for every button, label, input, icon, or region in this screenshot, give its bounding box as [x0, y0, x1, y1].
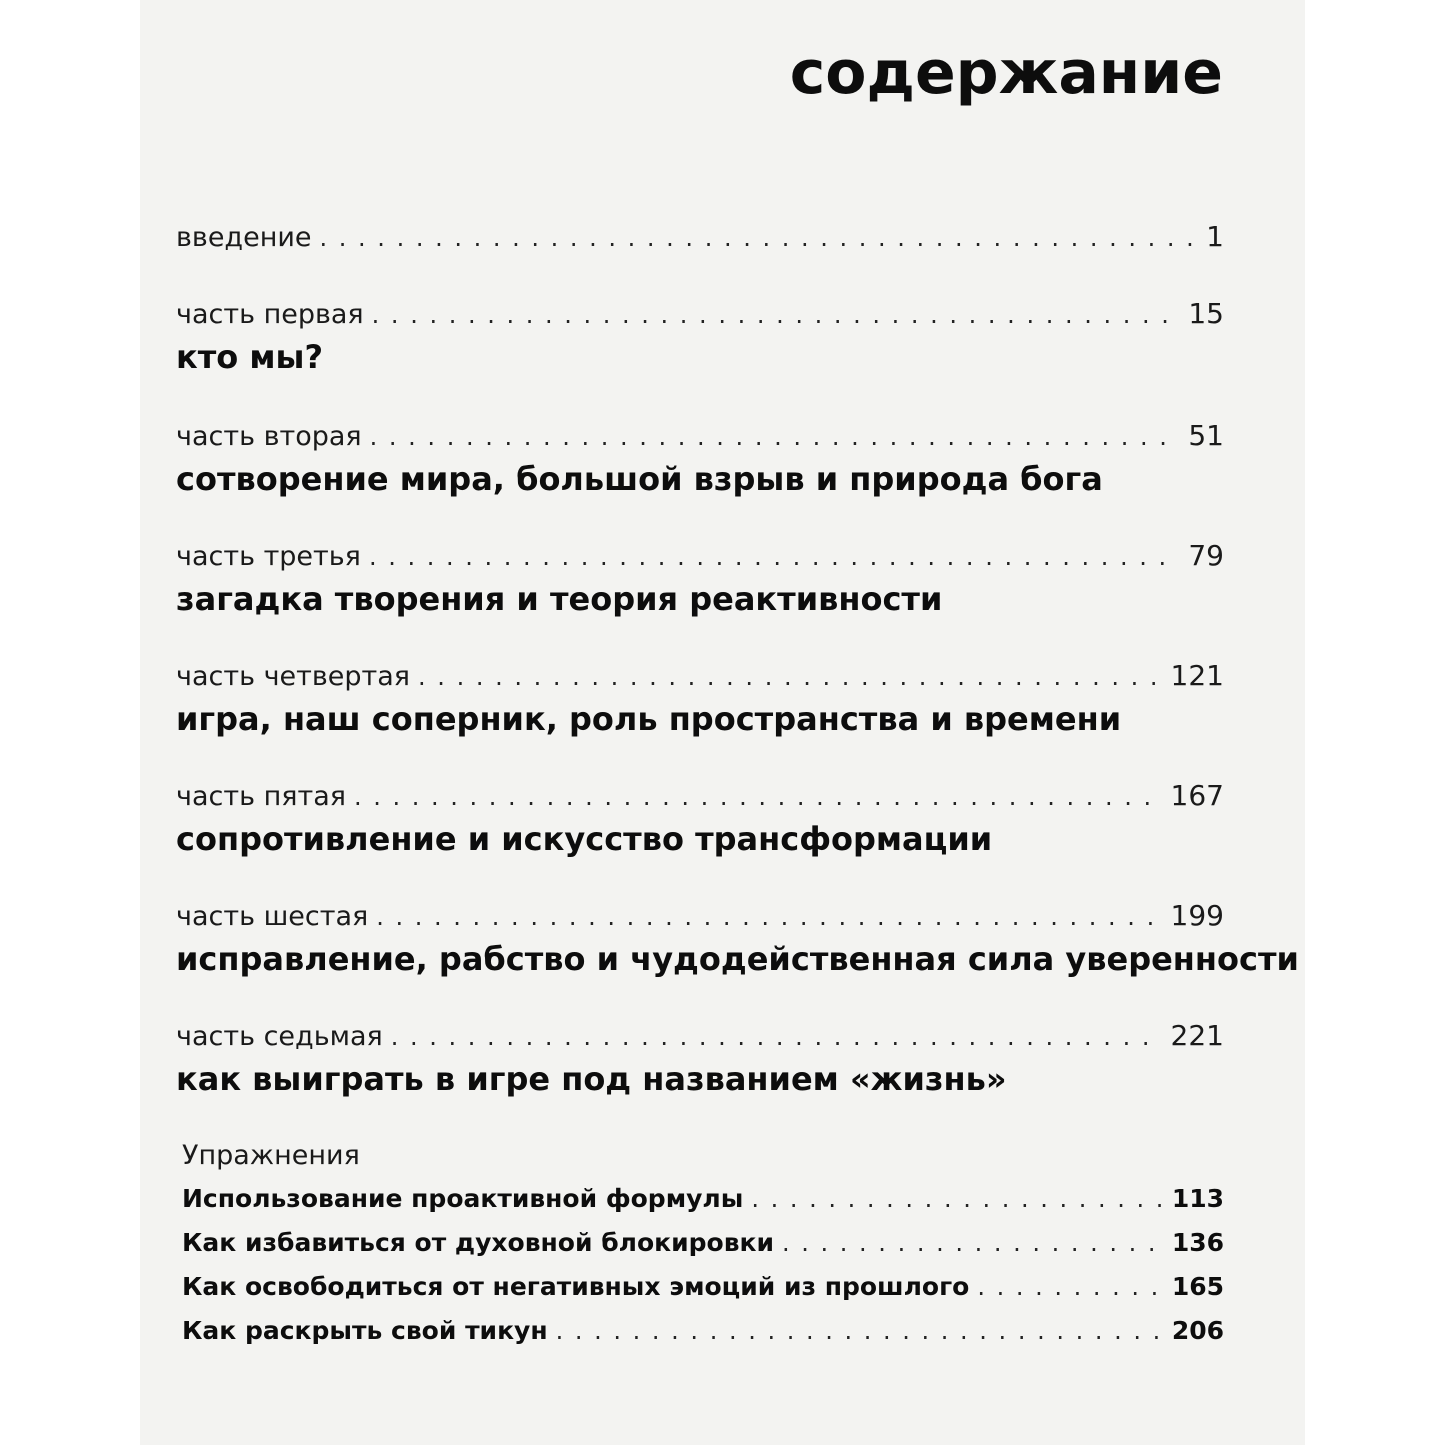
toc-subtitle: как выиграть в игре под названием «жизнь»	[176, 1060, 1007, 1098]
toc-entry-part-7	[176, 1019, 1224, 1052]
exercise-label: Как раскрыть свой тикун	[182, 1316, 548, 1345]
exercise-page-number: 113	[1171, 1184, 1224, 1213]
dot-leader	[391, 1023, 1163, 1051]
exercise-page-number: 165	[1171, 1272, 1224, 1301]
page-title: содержание	[789, 38, 1223, 108]
toc-page-number: 121	[1170, 659, 1224, 692]
toc-entry-part-3	[176, 539, 1224, 572]
exercise-page-number: 206	[1171, 1316, 1224, 1345]
dot-leader	[320, 224, 1199, 252]
exercise-entry	[182, 1272, 1224, 1301]
toc-label: часть четвертая	[176, 661, 411, 692]
dot-leader	[354, 783, 1163, 811]
toc-page-number: 199	[1170, 899, 1224, 932]
dot-leader	[782, 1229, 1164, 1257]
toc-entry-part-2	[176, 419, 1224, 452]
exercise-label: Как освободиться от негативных эмоций из прошлого	[182, 1272, 970, 1301]
dot-leader	[977, 1273, 1164, 1301]
toc-subtitle: сопротивление и искусство трансформации	[176, 820, 993, 858]
toc-entry-part-1	[176, 297, 1224, 330]
toc-subtitle: кто мы?	[176, 338, 324, 376]
exercise-entry	[182, 1228, 1224, 1257]
toc-page-number: 51	[1188, 419, 1224, 452]
exercises-heading: Упражнения	[182, 1140, 360, 1171]
toc-label: часть шестая	[176, 901, 369, 932]
toc-label: часть седьмая	[176, 1021, 383, 1052]
toc-entry-part-4	[176, 659, 1224, 692]
exercise-page-number: 136	[1171, 1228, 1224, 1257]
toc-page-number: 1	[1206, 220, 1224, 253]
toc-label: часть пятая	[176, 781, 346, 812]
toc-label: часть вторая	[176, 421, 362, 452]
dot-leader	[372, 301, 1181, 329]
dot-leader	[369, 543, 1180, 571]
dot-leader	[751, 1185, 1163, 1213]
toc-page-number: 15	[1188, 297, 1224, 330]
toc-entry-introduction	[176, 220, 1224, 253]
toc-page-number: 79	[1188, 539, 1224, 572]
dot-leader	[418, 663, 1163, 691]
exercise-label: Как избавиться от духовной блокировки	[182, 1228, 775, 1257]
toc-label: часть первая	[176, 299, 364, 330]
toc-label: введение	[176, 222, 312, 253]
toc-label: часть третья	[176, 541, 361, 572]
toc-entry-part-6	[176, 899, 1224, 932]
exercise-label: Использование проактивной формулы	[182, 1184, 744, 1213]
exercise-entry	[182, 1184, 1224, 1213]
dot-leader	[556, 1317, 1164, 1345]
toc-subtitle: исправление, рабство и чудодейственная сила уверенности	[176, 940, 1299, 978]
toc-page-number: 221	[1170, 1019, 1224, 1052]
exercise-entry	[182, 1316, 1224, 1345]
toc-subtitle: загадка творения и теория реактивности	[176, 580, 943, 618]
toc-page-number: 167	[1170, 779, 1224, 812]
dot-leader	[376, 903, 1162, 931]
dot-leader	[370, 423, 1181, 451]
toc-subtitle: игра, наш соперник, роль пространства и времени	[176, 700, 1122, 738]
toc-entry-part-5	[176, 779, 1224, 812]
toc-subtitle: сотворение мира, большой взрыв и природа бога	[176, 460, 1103, 498]
